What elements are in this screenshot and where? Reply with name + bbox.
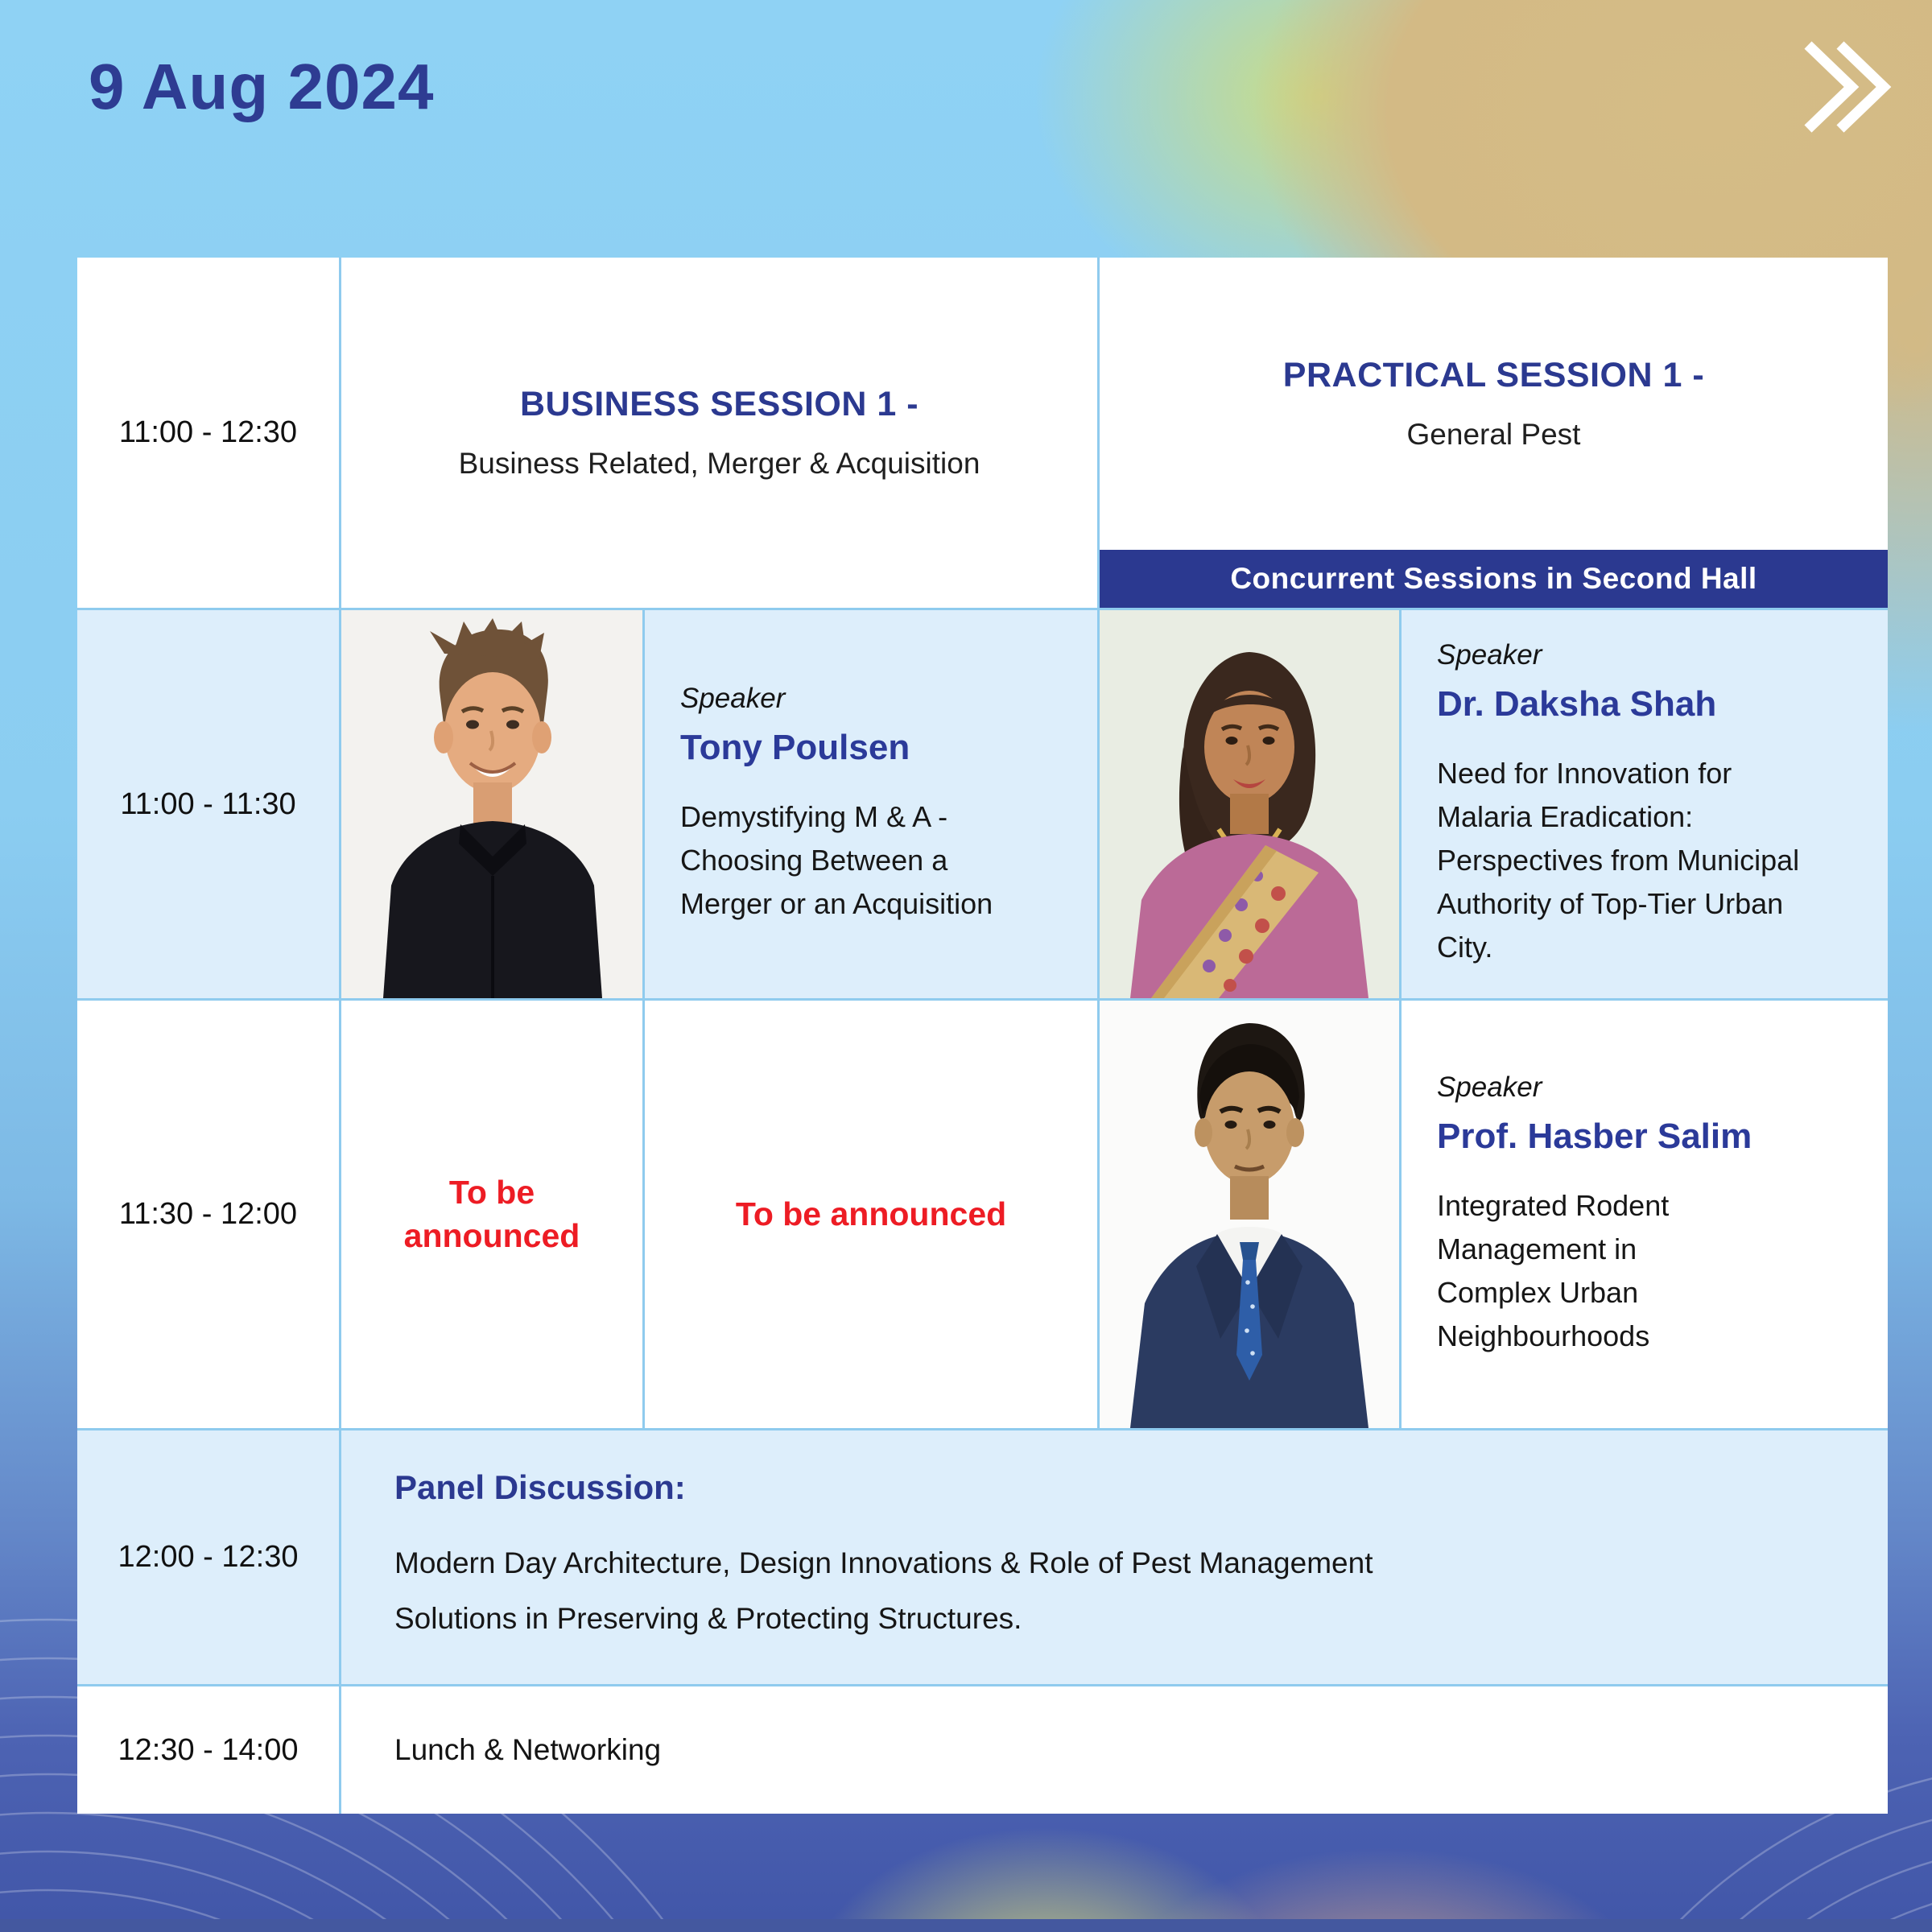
practical-session-subtitle: General Pest (1406, 418, 1581, 451)
business-session-header (341, 258, 1097, 608)
time-slot-lunch: 12:30 - 14:00 (77, 1686, 339, 1814)
daksha-shah-photo (1100, 610, 1399, 998)
tony-poulsen-photo (341, 610, 642, 998)
speaker-block-daksha (1402, 610, 1888, 998)
speaker-topic: Demystifying M & A - Choosing Between a Merger or an Acquisition (680, 800, 993, 920)
time-slot-session1: 11:00 - 11:30 (77, 610, 339, 998)
speaker-topic: Need for Innovation for Malaria Eradication: Perspectives from Municipal Authority of Top-Tier Urban City. (1437, 757, 1800, 964)
speaker-block-hasber (1402, 1001, 1888, 1428)
tba-cell-left-photo (341, 1001, 642, 1428)
time-slot-panel: 12:00 - 12:30 (77, 1430, 339, 1684)
practical-session-title: PRACTICAL SESSION 1 - (1282, 356, 1705, 394)
page-title: 9 Aug 2024 (89, 51, 435, 122)
speaker-topic: Integrated Rodent Management in Complex Urban Neighbourhoods (1437, 1188, 1670, 1352)
speaker-name: Dr. Daksha Shah (1437, 684, 1717, 724)
business-session-subtitle: Business Related, Merger & Acquisition (458, 447, 980, 480)
to-be-announced-text: To be announced (403, 1174, 580, 1254)
lunch-networking-cell: Lunch & Networking (341, 1686, 1888, 1814)
speaker-name: Prof. Hasber Salim (1437, 1116, 1752, 1156)
speaker-label: Speaker (1437, 639, 1542, 671)
speaker-label: Speaker (680, 683, 786, 714)
business-session-title: BUSINESS SESSION 1 - (519, 385, 919, 423)
panel-discussion-cell (341, 1430, 1888, 1684)
speaker-name: Tony Poulsen (680, 728, 910, 767)
bottom-accent-band (0, 1919, 1932, 1932)
practical-session-header (1100, 258, 1888, 608)
concurrent-sessions-banner: Concurrent Sessions in Second Hall (1100, 550, 1888, 608)
speaker-label: Speaker (1437, 1071, 1542, 1103)
time-slot-header: 11:00 - 12:30 (77, 258, 339, 608)
double-chevron-right-icon (1802, 39, 1897, 135)
tba-cell-left-text (645, 1001, 1097, 1428)
time-slot-session2: 11:30 - 12:00 (77, 1001, 339, 1428)
panel-discussion-body: Modern Day Architecture, Design Innovations & Role of Pest Management Solutions in Preserving & Protecting Structures. (394, 1546, 1373, 1635)
panel-discussion-heading: Panel Discussion: (394, 1468, 686, 1507)
hasber-salim-photo (1100, 1001, 1399, 1428)
schedule-table (77, 258, 1888, 1814)
to-be-announced-text: To be announced (735, 1195, 1007, 1232)
speaker-block-tony (645, 610, 1097, 998)
